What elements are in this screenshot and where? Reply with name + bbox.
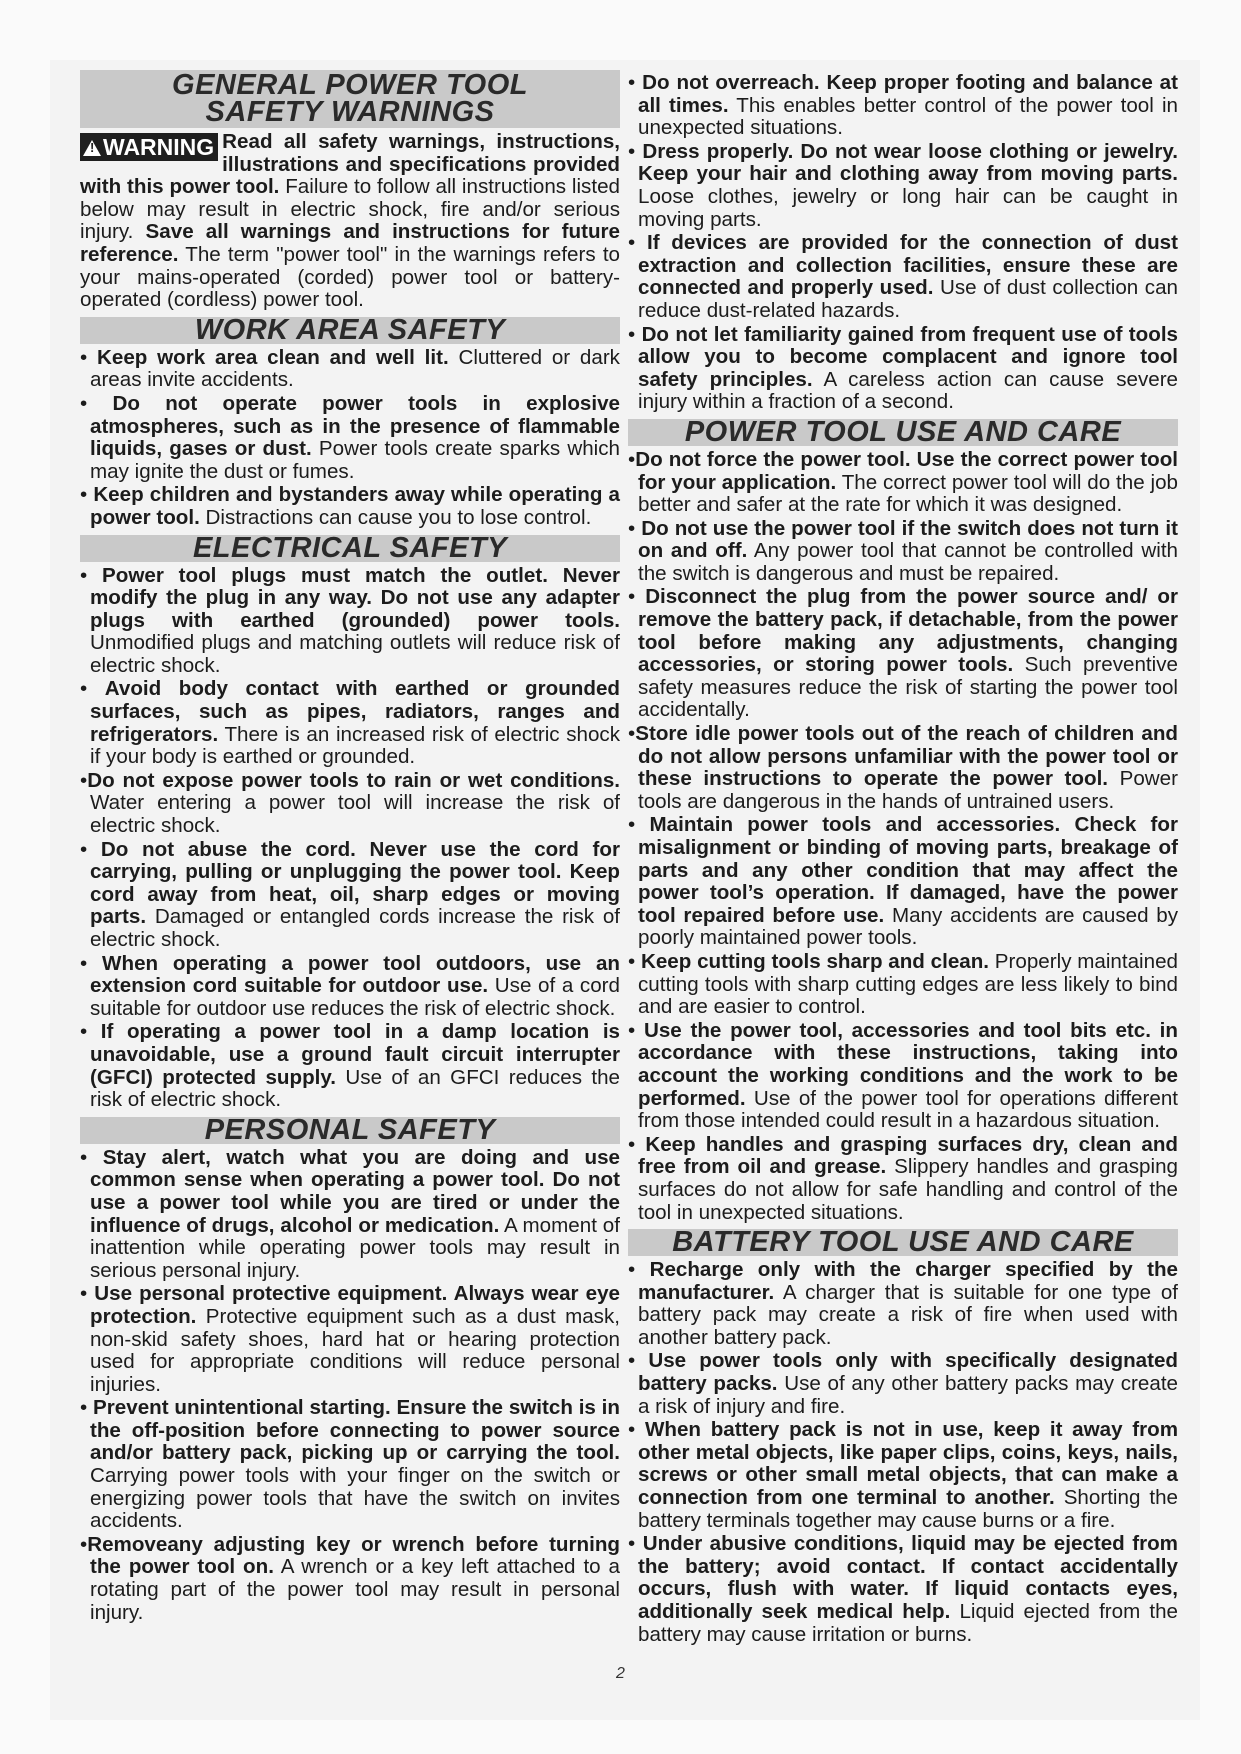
list-item [628,449,1178,517]
item-bold: Keep work area clean and well lit. [97,345,449,369]
item-text: Use of dust collection can reduce dust-related hazards. [638,276,1179,322]
item-text: Use of a cord suitable for outdoor use reduces the risk of electric shock. [90,974,620,1020]
left-column [80,70,620,1625]
item-text: Slippery handles and grasping surfaces do not allow for safe handling and control of the tool in unexpected situations. [638,1155,1178,1224]
item-text: There is an increased risk of electric shock if your body is earthed or grounded. [90,722,620,769]
item-text: Liquid ejected from the battery may cause irritation or burns. [638,1600,1178,1646]
page-number: 2 [616,1665,625,1682]
list-item [628,1134,1178,1224]
item-text: Damaged or entangled cords increase the risk of electric shock. [90,905,620,951]
list-item [628,814,1178,950]
bullet: • [80,1396,88,1420]
item-text: Power tools are dangerous in the hands of untrained users. [638,767,1178,813]
list-item [628,1419,1178,1532]
item-bold: Removeany adjusting key or wrench before turning the power tool on. [87,1532,620,1579]
list-item [628,324,1178,414]
bullet: • [628,447,636,471]
item-text: Unmodified plugs and matching outlets will reduce risk of electric shock. [90,631,620,677]
list-item [80,1397,620,1533]
list-item [80,1534,620,1624]
list-item [628,1259,1178,1349]
work-area-heading: WORK AREA SAFETY [80,317,620,344]
item-text: Use of the power tool for operations different from those intended could result in a hazardous situation. [638,1086,1178,1133]
intro-text: Failure to follow all instructions listed below may result in electric shock, fire and/or serious injury. [80,175,620,244]
bullet: • [628,1258,636,1282]
bullet: • [628,1532,636,1556]
item-bold: Do not force the power tool. Use the correct power tool for your application. [635,447,1178,494]
item-bold: Keep handles and grasping surfaces dry, clean and free from oil and grease. [638,1132,1178,1179]
bullet: • [80,1020,88,1044]
item-text: Protective equipment such as a dust mask, non-skid safety shoes, hard hat or hearing protection used for appropriate conditions will reduce personal injuries. [90,1304,620,1396]
item-text: Properly maintained cutting tools with sharp cutting edges are less likely to bind and are easier to control. [638,949,1178,1019]
item-bold: Avoid body contact with earthed or grounded surfaces, such as pipes, radiators, ranges and refrigerators. [90,677,620,746]
list-item [628,723,1178,813]
item-bold: When operating a power tool outdoors, use an extension cord suitable for outdoor use. [90,951,620,998]
list-item [628,141,1178,231]
item-bold: Power tool plugs must match the outlet. Never modify the plug in any way. Do not use any adapter plugs with earthed (grounded) power tools. [90,563,620,632]
item-bold: Do not let familiarity gained from frequent use of tools allow you to become complacent and ignore tool safety principles. [638,322,1178,391]
item-text: The correct power tool will do the job better and safer at the rate for which it was designed. [638,470,1179,517]
item-bold: Keep children and bystanders away while operating a power tool. [90,483,620,529]
item-text: Power tools create sparks which may ignite the dust or fumes. [90,437,621,483]
item-text: Distractions can cause you to lose control. [199,505,592,529]
item-bold: Under abusive conditions, liquid may be ejected from the battery; avoid contact. If contact accidentally occurs, flush with water. If liquid contacts eyes, additionally seek medical help. [638,1532,1178,1623]
item-bold: Disconnect the plug from the power source and/ or remove the battery pack, if detachable, from the power tool before making any adjustments, changing accessories, or storing power tools. [638,585,1178,677]
list-item [80,484,620,529]
list-item [80,1283,620,1396]
bullet: • [80,768,88,792]
list-item [628,1533,1178,1646]
bullet: • [80,677,88,701]
item-text: A moment of inattention while operating power tools may result in serious personal injury. [90,1213,620,1282]
power-tool-use-heading: POWER TOOL USE AND CARE [628,419,1178,446]
heading-line-1: GENERAL POWER TOOL [172,69,528,101]
list-item [80,1147,620,1283]
heading-line-2: SAFETY WARNINGS [205,96,495,128]
item-bold: If devices are provided for the connection of dust extraction and collection facilities, ensure these are connected and properly used. [638,231,1178,300]
item-bold: Do not overreach. Keep proper footing and balance at all times. [638,71,1178,117]
item-text: This enables better control of the power tool in unexpected situations. [638,93,1178,140]
item-text: Cluttered or dark areas invite accidents. [90,345,620,392]
bullet: • [628,585,636,609]
item-text: A charger that is suitable for one type of battery pack may create a risk of fire when used with another battery pack. [638,1280,1178,1349]
list-item [628,232,1178,322]
bullet: • [80,951,88,975]
bullet: • [628,139,636,163]
list-item [628,518,1178,586]
item-bold: Use personal protective equipment. Always wear eye protection. [90,1282,620,1328]
item-bold: If operating a power tool in a damp location is unavoidable, use a ground fault circuit interrupter (GFCI) protected supply. [90,1020,620,1089]
item-text: Many accidents are caused by poorly maintained power tools. [638,903,1179,950]
bullet: • [628,1018,636,1042]
list-item [80,393,620,483]
item-bold: Do not expose power tools to rain or wet conditions. [87,768,620,792]
battery-tool-use-heading: BATTERY TOOL USE AND CARE [628,1229,1178,1256]
right-column [628,72,1178,1647]
list-item [628,951,1178,1019]
list-item [628,1350,1178,1418]
item-text: Loose clothes, jewelry or long hair can be caught in moving parts. [638,184,1178,231]
item-text: Any power tool that cannot be controlled with the switch is dangerous and must be repaired. [638,539,1179,585]
bullet: • [628,1418,636,1442]
list-item [80,770,620,838]
bullet: • [628,322,636,346]
bullet: • [628,1349,636,1373]
bullet: • [628,71,636,94]
list-item [628,586,1178,722]
item-bold: Maintain power tools and accessories. Check for misalignment or binding of moving parts, breakage of parts and any other condition that may affect the power tool’s operation. If damaged, have the power tool repaired before use. [638,813,1178,927]
item-text: A wrench or a key left attached to a rotating part of the power tool may result in personal injury. [90,1555,620,1624]
personal-heading: PERSONAL SAFETY [80,1117,620,1144]
item-bold: When battery pack is not in use, keep it away from other metal objects, like paper clips, coins, keys, nails, screws or other small metal objects, that can make a connection from one terminal to another. [638,1418,1179,1510]
bullet: • [80,1282,88,1306]
item-bold: Stay alert, watch what you are doing and use common sense when operating a power tool. Do not use a power tool while you are tired or under the influence of drugs, alcohol or medication. [90,1145,620,1237]
list-item [80,565,620,678]
item-text: A careless action can cause severe injury within a fraction of a second. [638,367,1179,414]
warning-triangle-icon [83,140,101,156]
warning-label: WARNING [103,134,215,160]
list-item [80,678,620,768]
item-text: Water entering a power tool will increase the risk of electric shock. [90,791,620,838]
general-safety-heading [80,70,620,128]
bullet: • [80,1532,88,1556]
list-item [80,953,620,1021]
item-bold: Do not use the power tool if the switch does not turn it on and off. [638,516,1178,563]
list-item [80,839,620,952]
bullet: • [80,1145,88,1169]
bullet: • [80,483,88,507]
item-bold: Do not operate power tools in explosive atmospheres, such as in the presence of flammable liquids, gases or dust. [90,391,620,461]
general-intro [80,131,620,312]
warning-badge [80,133,218,161]
item-text: Such preventive safety measures reduce the risk of starting the power tool accidentally. [638,653,1178,722]
item-bold: Do not abuse the cord. Never use the cord for carrying, pulling or unplugging the power tool. Keep cord away from heat, oil, sharp edges or moving parts. [90,837,620,929]
bullet: • [628,722,636,746]
bullet: • [628,949,636,973]
item-bold: Use power tools only with specifically designated battery packs. [638,1349,1178,1396]
bullet: • [80,563,88,587]
bullet: • [628,231,636,255]
item-text: Shorting the battery terminals together may cause burns or a fire. [638,1486,1178,1532]
bullet: • [628,813,636,837]
save-bold: Save all warnings and instructions for future reference. [80,220,620,266]
item-bold: Store idle power tools out of the reach of children and do not allow persons unfamiliar with the power tool or these instructions to operate the power tool. [635,722,1178,791]
item-bold: Use the power tool, accessories and tool bits etc. in accordance with these instructions, taking into account the working conditions and the work to be performed. [638,1018,1178,1110]
bullet: • [80,837,88,861]
list-item [628,1020,1178,1133]
bullet: • [628,1132,636,1156]
item-bold: Recharge only with the charger specified by the manufacturer. [638,1258,1178,1304]
item-bold: Dress properly. Do not wear loose clothing or jewelry. Keep your hair and clothing away from moving parts. [638,139,1178,186]
item-bold: Keep cutting tools sharp and clean. [640,949,990,973]
list-item [80,1021,620,1111]
electrical-heading: ELECTRICAL SAFETY [80,535,620,562]
item-text: Use of any other battery packs may create a risk of injury and fire. [638,1372,1178,1418]
item-text: Use of an GFCI reduces the risk of electric shock. [90,1065,620,1112]
list-item [628,72,1178,140]
item-text: Carrying power tools with your finger on the switch or energizing power tools that have the switch on invites accidents. [90,1464,620,1533]
intro-bold: Read all safety warnings, instructions, illustrations and specifications provided with this power tool. [80,130,620,199]
bullet: • [628,516,636,540]
item-bold: Prevent unintentional starting. Ensure the switch is in the off-position before connecting to power source and/or battery pack, picking up or carrying the tool. [90,1396,620,1465]
bullet: • [80,391,88,415]
list-item [80,347,620,392]
bullet: • [80,345,88,369]
save-text: The term "power tool" in the warnings refers to your mains-operated (corded) power tool or battery-operated (cordless) power tool. [80,242,620,312]
